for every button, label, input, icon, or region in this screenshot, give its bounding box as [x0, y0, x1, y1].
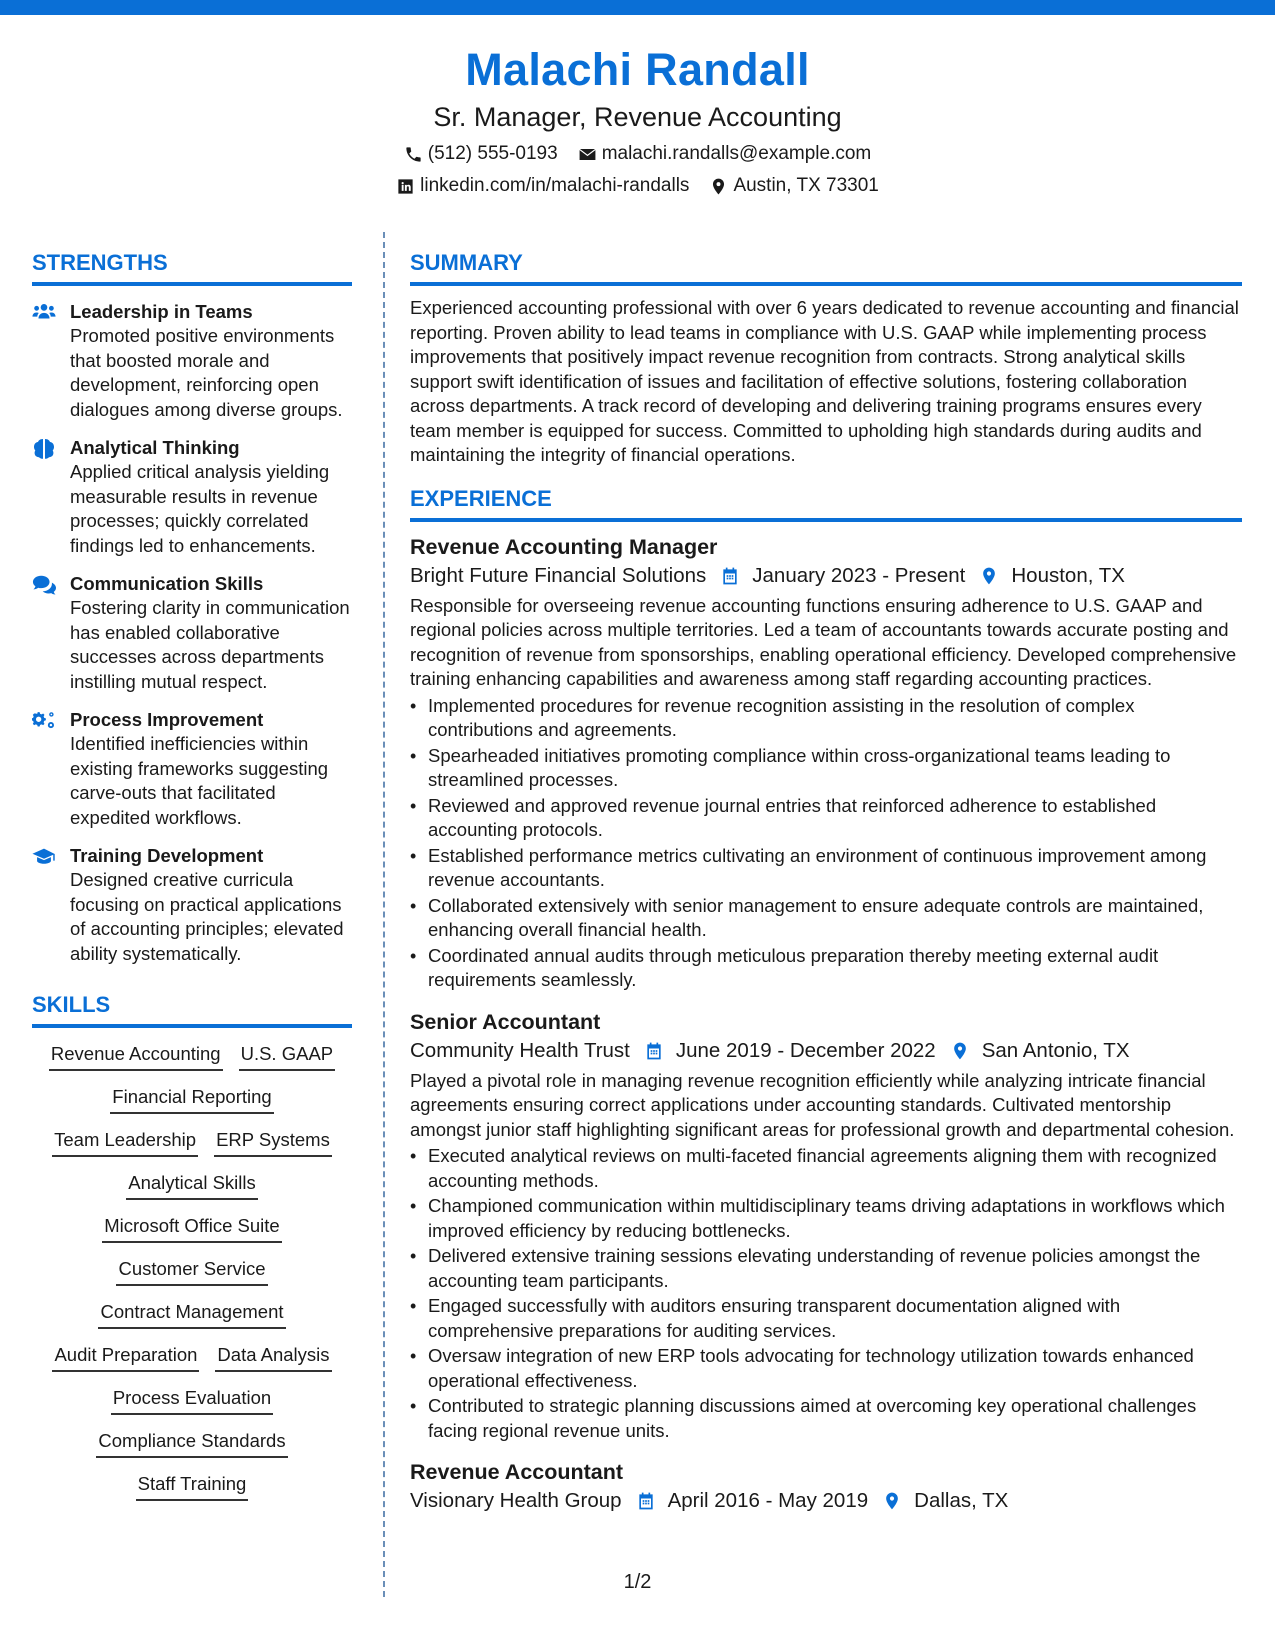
- skill-tag: U.S. GAAP: [239, 1042, 336, 1071]
- skill-tag: Revenue Accounting: [49, 1042, 223, 1071]
- strength-desc: Fostering clarity in communication has enabled collaborative successes across departments instilling mutual respect.: [70, 597, 350, 692]
- skill-tag: Contract Management: [98, 1300, 285, 1329]
- strength-name: Communication Skills: [70, 573, 264, 594]
- top-accent-bar: [0, 0, 1275, 15]
- map-marker-icon: [950, 1041, 970, 1061]
- job-bullet: • Reviewed and approved revenue journal entries that reinforced adherence to established accounting protocols.: [410, 794, 1242, 843]
- skill-row: [98, 1300, 285, 1329]
- job-meta: [410, 562, 1242, 590]
- skill-tag: Customer Service: [116, 1257, 267, 1286]
- map-marker-icon: [979, 566, 999, 586]
- candidate-name: Malachi Randall: [465, 44, 810, 95]
- skill-tag: Staff Training: [136, 1472, 249, 1501]
- company-name: Community Health Trust: [410, 1038, 630, 1062]
- location-text: Austin, TX 73301: [733, 175, 879, 196]
- skill-row: [110, 1085, 273, 1114]
- email-text: malachi.randalls@example.com: [601, 143, 872, 164]
- summary-heading: SUMMARY: [410, 248, 1242, 286]
- brain-icon: [32, 437, 58, 459]
- job-description: Responsible for overseeing revenue accounting functions ensuring adherence to U.S. GAAP and regional policies across multiple territories. Led a team of accountants towards accurate posting and recognition of revenue from sponsorships, enabling operational efficiency. Developed comprehensive training enhancing capabilities and awareness among staff regarding accounting practices.: [410, 594, 1237, 689]
- strength-item: [32, 708, 352, 830]
- job-entry: [410, 532, 1242, 993]
- job-title: Revenue Accountant: [410, 1460, 624, 1484]
- company-name: Visionary Health Group: [410, 1489, 622, 1512]
- calendar-icon: [636, 1491, 656, 1511]
- linkedin-icon: [396, 177, 415, 196]
- job-dates: June 2019 - December 2022: [675, 1038, 936, 1062]
- job-bullet: • Oversaw integration of new ERP tools advocating for technology utilization towards enhanced operational effectiveness.: [410, 1344, 1242, 1393]
- job-bullet: • Established performance metrics cultivating an environment of continuous improvement among revenue accountants.: [410, 844, 1242, 893]
- phone-text: (512) 555-0193: [427, 143, 558, 164]
- job-meta: [410, 1037, 1242, 1065]
- summary-text: Experienced accounting professional with over 6 years dedicated to revenue accounting and financial reporting. Proven ability to lead teams in compliance with U.S. GAAP while implementing process improvements that positively impact revenue recognition from contracts. Strong analytical skills support swift identification of issues and facilitation of effective solutions, fostering collaboration across departments. A track record of developing and delivering training programs ensures every team member is equipped for success. Committed to upholding high standards during audits and maintaining the integrity of financial operations.: [410, 297, 1239, 465]
- linkedin-contact[interactable]: [396, 173, 689, 199]
- graduation-cap-icon: [32, 845, 58, 867]
- strength-name: Training Development: [70, 845, 264, 866]
- map-marker-icon: [882, 1491, 902, 1511]
- job-location: Houston, TX: [1011, 563, 1125, 587]
- skill-row: [102, 1214, 281, 1243]
- left-column: [32, 248, 352, 1501]
- skill-tag: Audit Preparation: [52, 1343, 199, 1372]
- email-contact[interactable]: [578, 141, 872, 167]
- job-bullet: • Implemented procedures for revenue recognition assisting in the resolution of complex contributions and agreements.: [410, 694, 1242, 743]
- job-bullet: • Spearheaded initiatives promoting compliance within cross-organizational teams leading to streamlined processes.: [410, 744, 1242, 793]
- strengths-heading: STRENGTHS: [32, 248, 352, 286]
- skill-row: [49, 1042, 335, 1071]
- job-bullet: • Engaged successfully with auditors ensuring transparent documentation aligned with comprehensive preparations for auditing services.: [410, 1294, 1242, 1343]
- strength-item: [32, 844, 352, 966]
- job-location: San Antonio, TX: [981, 1038, 1130, 1062]
- skill-tag: Analytical Skills: [126, 1171, 258, 1200]
- job-bullet: • Executed analytical reviews on multi-faceted financial agreements aligning them with recognized accounting methods.: [410, 1144, 1242, 1193]
- job-bullet: • Championed communication within multidisciplinary teams driving adaptations in workflows which improved efficiency by reducing bottlenecks.: [410, 1194, 1242, 1243]
- skill-tag: Data Analysis: [215, 1343, 331, 1372]
- column-divider: [383, 232, 385, 1597]
- skill-tag: Team Leadership: [52, 1128, 198, 1157]
- job-bullet: • Delivered extensive training sessions elevating understanding of revenue policies amongst the accounting team participants.: [410, 1244, 1242, 1293]
- skills-list: [32, 1042, 352, 1501]
- location-contact: [709, 173, 878, 199]
- candidate-title: Sr. Manager, Revenue Accounting: [433, 102, 842, 132]
- strength-item: [32, 300, 352, 422]
- strength-item: [32, 436, 352, 558]
- skill-row: [52, 1343, 331, 1372]
- skills-heading: SKILLS: [32, 990, 352, 1028]
- strength-desc: Identified inefficiencies within existing frameworks suggesting carve-outs that facilitated expedited workflows.: [70, 733, 329, 828]
- job-dates: April 2016 - May 2019: [667, 1489, 869, 1512]
- strength-name: Analytical Thinking: [70, 437, 240, 458]
- strength-name: Leadership in Teams: [70, 301, 253, 322]
- skill-tag: ERP Systems: [214, 1128, 332, 1157]
- phone-icon: [404, 145, 423, 164]
- skill-tag: Microsoft Office Suite: [102, 1214, 281, 1243]
- skill-row: [126, 1171, 258, 1200]
- company-name: Bright Future Financial Solutions: [410, 563, 707, 587]
- skill-row: [136, 1472, 249, 1501]
- contact-row-2: [0, 173, 1275, 199]
- comments-icon: [32, 573, 58, 595]
- contact-row-1: [0, 141, 1275, 167]
- strength-item: [32, 572, 352, 694]
- envelope-icon: [578, 145, 597, 164]
- skill-row: [116, 1257, 267, 1286]
- cogs-icon: [32, 709, 58, 731]
- strength-desc: Applied critical analysis yielding measurable results in revenue processes; quickly correlated findings led to enhancements.: [70, 461, 330, 556]
- job-location: Dallas, TX: [914, 1489, 1009, 1512]
- job-bullet: • Collaborated extensively with senior management to ensure adequate controls are maintained, enhancing overall financial health.: [410, 894, 1242, 943]
- job-dates: January 2023 - Present: [752, 563, 966, 587]
- job-bullet: • Coordinated annual audits through meticulous preparation thereby meeting external audit requirements seamlessly.: [410, 944, 1242, 993]
- job-entry: [410, 1457, 1242, 1515]
- linkedin-text: linkedin.com/in/malachi-randalls: [420, 175, 690, 196]
- job-description: Played a pivotal role in managing revenue recognition efficiently while analyzing intricate financial agreements ensuring correct applications under accounting standards. Cultivated mentorship amongst junior staff highlighting significant areas for professional growth and departmental cohesion.: [410, 1069, 1235, 1140]
- strength-name: Process Improvement: [70, 709, 264, 730]
- strength-desc: Designed creative curricula focusing on practical applications of accounting principles; elevated ability systematically.: [70, 869, 344, 964]
- skill-row: [111, 1386, 273, 1415]
- right-column: [410, 248, 1242, 1515]
- job-title: Senior Accountant: [410, 1009, 601, 1034]
- page-number: 1/2: [623, 1571, 652, 1593]
- job-bullets: [410, 1144, 1242, 1443]
- skill-tag: Process Evaluation: [111, 1386, 273, 1415]
- resume-header: [0, 40, 1275, 199]
- calendar-icon: [644, 1041, 664, 1061]
- users-icon: [32, 301, 58, 323]
- job-bullets: [410, 694, 1242, 993]
- experience-heading: EXPERIENCE: [410, 484, 1242, 522]
- phone-contact[interactable]: [404, 141, 558, 167]
- skill-row: [96, 1429, 287, 1458]
- map-marker-icon: [709, 177, 728, 196]
- skill-tag: Compliance Standards: [96, 1429, 287, 1458]
- job-title: Revenue Accounting Manager: [410, 534, 718, 559]
- job-entry: [410, 1007, 1242, 1444]
- job-meta: [410, 1487, 1242, 1515]
- skill-row: [52, 1128, 332, 1157]
- job-bullet: • Contributed to strategic planning discussions aimed at overcoming key operational challenges facing regional revenue units.: [410, 1394, 1242, 1443]
- skill-tag: Financial Reporting: [110, 1085, 273, 1114]
- calendar-icon: [720, 566, 740, 586]
- strength-desc: Promoted positive environments that boosted morale and development, reinforcing open dialogues among diverse groups.: [70, 325, 343, 420]
